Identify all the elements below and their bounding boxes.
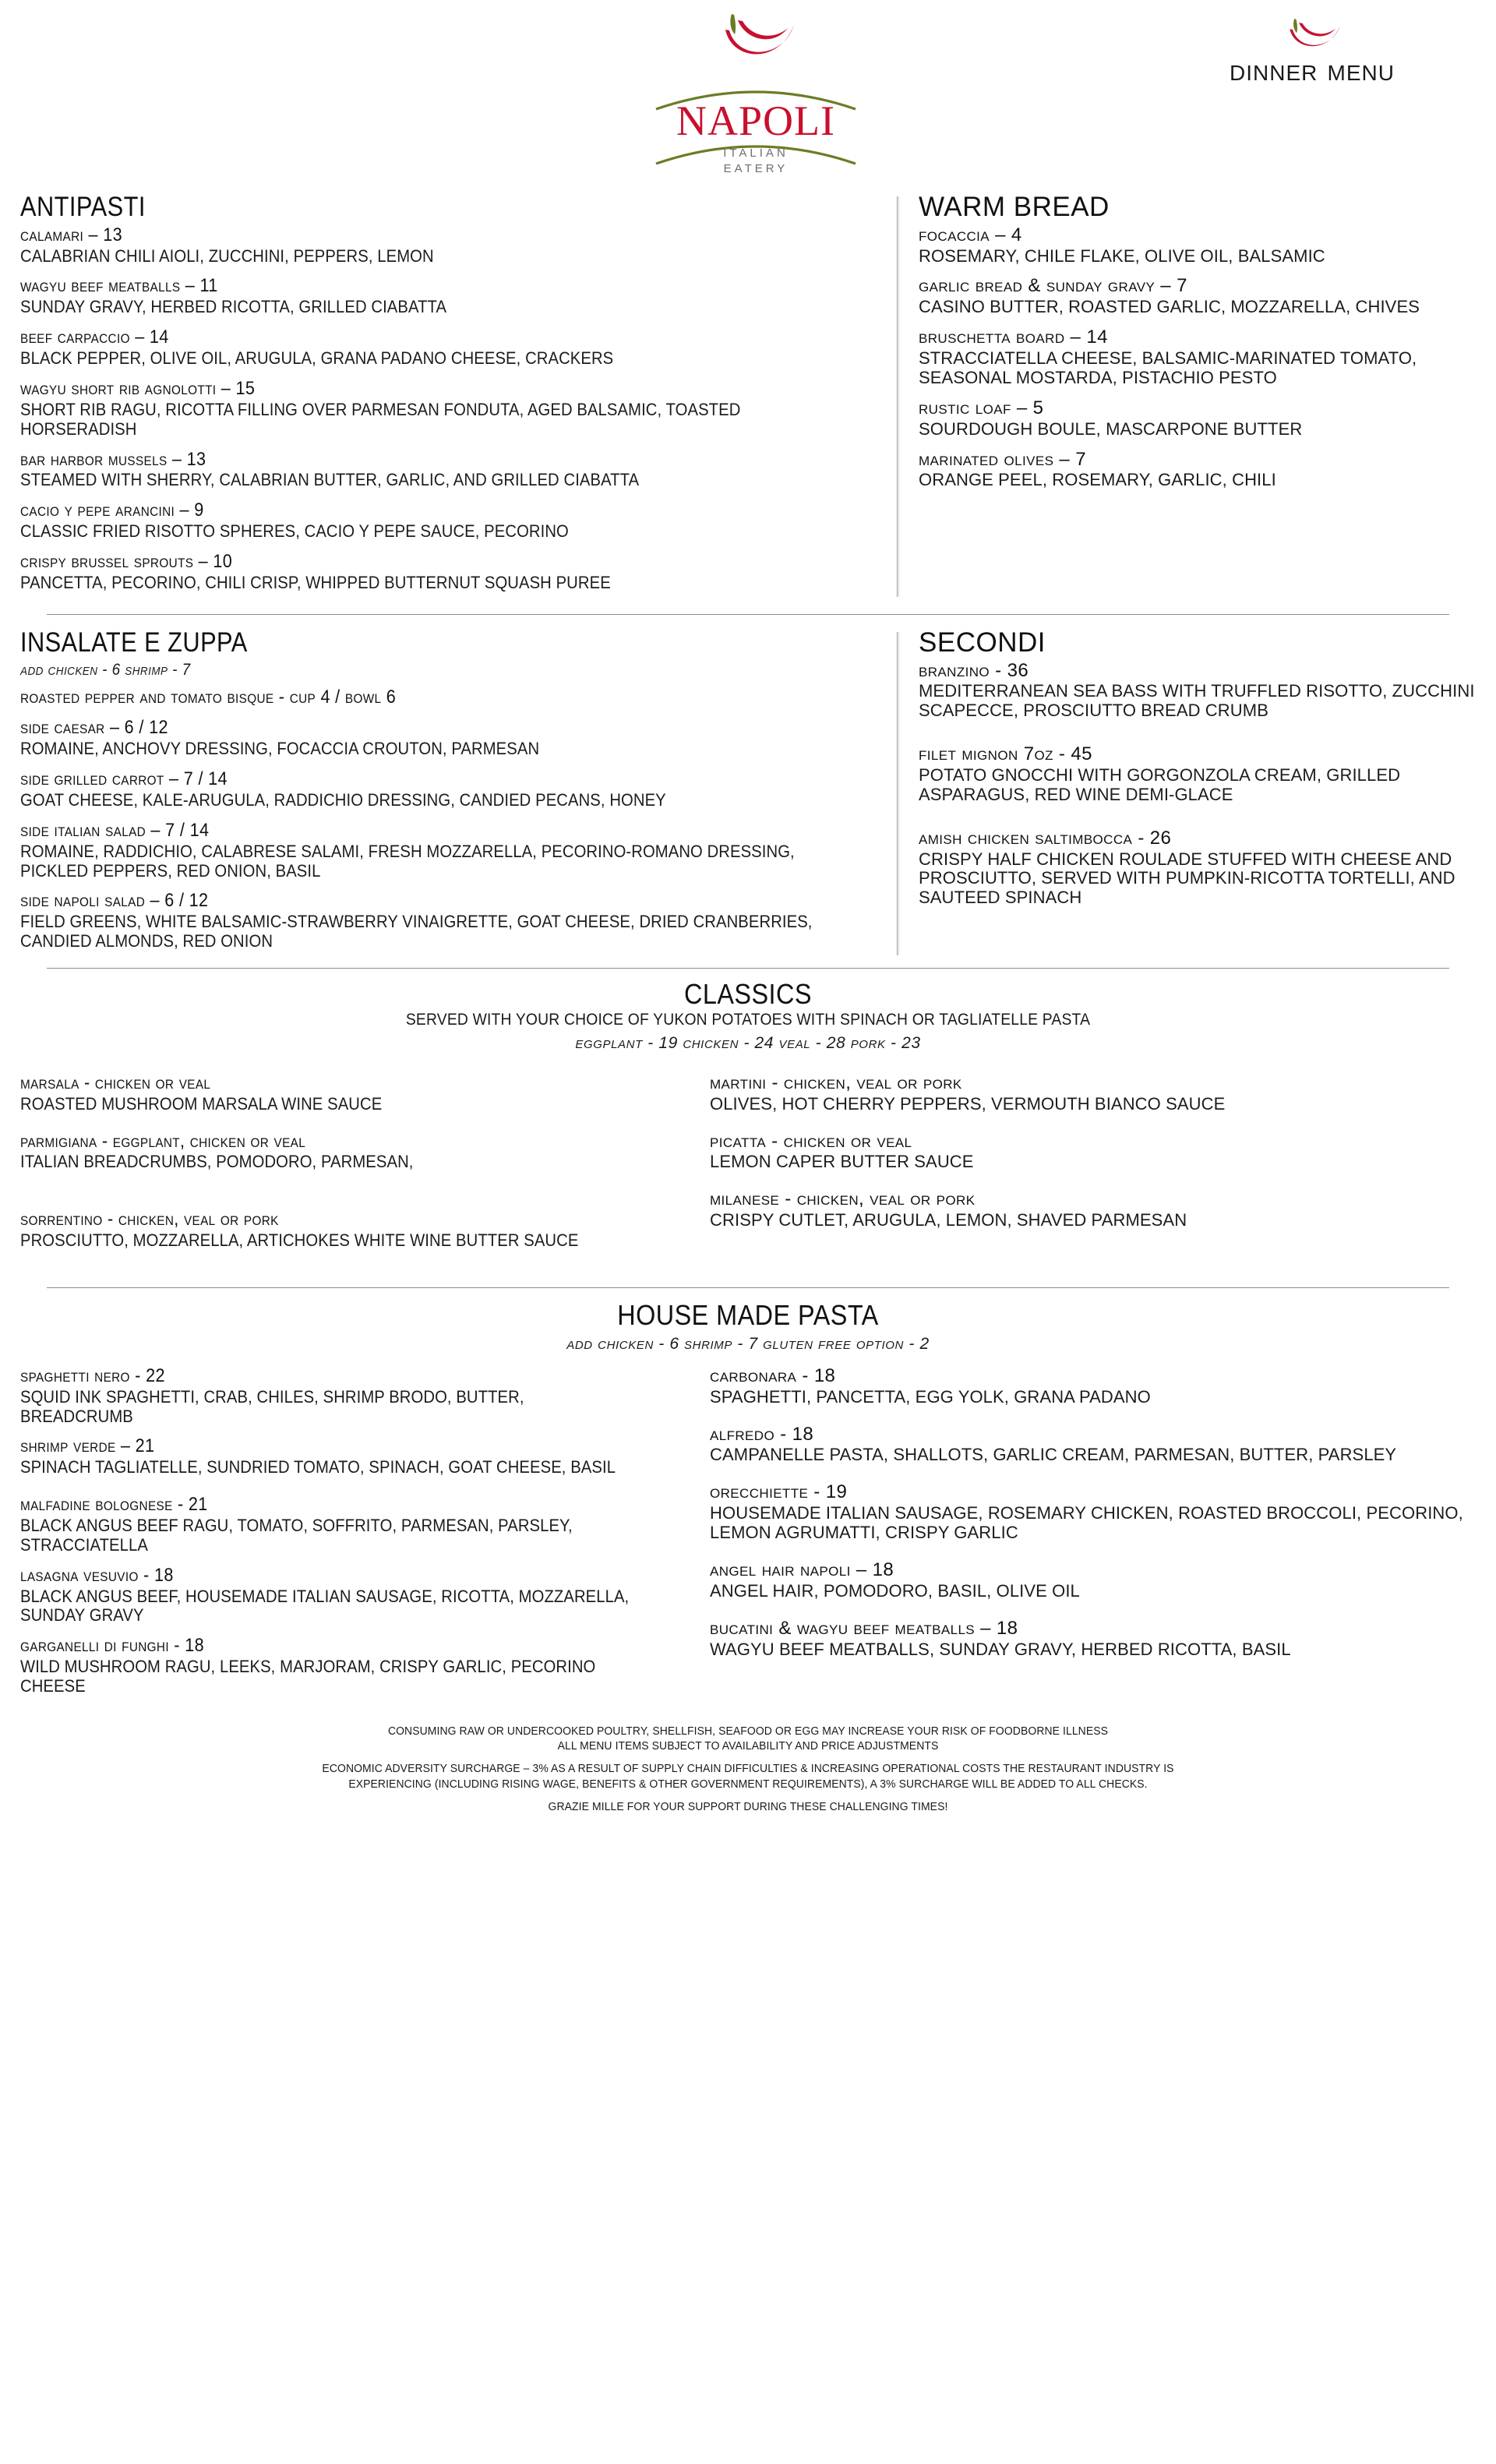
item-description: MEDITERRANEAN SEA BASS WITH TRUFFLED RISOTTO, ZUCCHINI SCAPECCE, PROSCIUTTO BREAD CRUMB [919,681,1475,721]
thank-you-message: GRAZIE MILLE FOR YOUR SUPPORT DURING THESE CHALLENGING TIMES! [548,1799,948,1813]
item-description: CRISPY CUTLET, ARUGULA, LEMON, SHAVED PARMESAN [710,1210,1187,1230]
menu-item [710,1189,1476,1230]
menu-item [20,1073,693,1114]
item-description: CAMPANELLE PASTA, SHALLOTS, GARLIC CREAM, PARMESAN, BUTTER, PARSLEY [710,1445,1397,1465]
menu-item [20,891,883,951]
item-name: bruschetta board – 14 [919,327,1108,348]
classics-left-column [20,1073,710,1261]
item-description: SPINACH TAGLIATELLE, SUNDRIED TOMATO, SPINACH, GOAT CHEESE, BASIL [20,1457,616,1477]
column-divider [897,632,899,955]
section-warm-bread [897,193,1476,603]
brand-tagline-eatery: EATERY [723,162,789,175]
pasta-columns [20,1366,1476,1707]
menu-item [919,828,1476,908]
column-divider [897,196,899,597]
disclaimer-raw-food: CONSUMING RAW OR UNDERCOOKED POULTRY, SHELLFISH, SEAFOOD OR EGG MAY INCREASE YOUR RISK OF FOODBORNE ILLNESS [387,1724,1109,1738]
menu-item [919,744,1476,805]
menu-item [20,1566,693,1626]
item-name: beef carpaccio – 14 [20,327,169,348]
item-name: malfadine bolognese - 21 [20,1494,208,1516]
menu-item [710,1073,1476,1114]
item-name: garlic bread & sunday gravy – 7 [919,275,1187,297]
item-description: ITALIAN BREADCRUMBS, POMODORO, PARMESAN, [20,1152,414,1172]
menu-item [20,1131,693,1173]
section-title-warm-bread: WARM BREAD [919,192,1110,222]
item-name: wagyu short rib agnolotti – 15 [20,377,256,399]
item-name: martini - chicken, veal or pork [710,1071,962,1093]
disclaimer-availability: ALL MENU ITEMS SUBJECT TO AVAILABILITY AND PRICE ADJUSTMENTS [557,1739,939,1753]
menu-item [20,552,883,593]
item-name: carbonara - 18 [710,1364,836,1386]
section-divider [47,614,1449,615]
item-name: wagyu beef meatballs – 11 [20,275,218,297]
chili-pepper-icon [1269,14,1355,51]
item-description: CLASSIC FRIED RISOTTO SPHERES, CACIO Y PEPE SAUCE, PECORINO [20,521,569,542]
item-name: spaghetti nero - 22 [20,1364,165,1386]
menu-item [20,1636,693,1696]
menu-item [710,1424,1476,1466]
item-description: SUNDAY GRAVY, HERBED RICOTTA, GRILLED CIABATTA [20,297,447,317]
item-description: SOURDOUGH BOULE, MASCARPONE BUTTER [919,418,1303,439]
item-name: side caesar – 6 / 12 [20,717,168,739]
menu-item [710,1619,1476,1660]
item-description: CRISPY HALF CHICKEN ROULADE STUFFED WITH CHEESE AND PROSCIUTTO, SERVED WITH PUMPKIN-RICOTTA TORTELLI, AND SAUTEED SPINACH [919,849,1455,908]
menu-header [0,0,1496,193]
item-description: WAGYU BEEF MEATBALLS, SUNDAY GRAVY, HERBED RICOTTA, BASIL [710,1639,1291,1659]
item-description: SQUID INK SPAGHETTI, CRAB, CHILES, SHRIMP BRODO, BUTTER, BREADCRUMB [20,1386,524,1426]
item-description: ROSEMARY, CHILE FLAKE, OLIVE OIL, BALSAMIC [919,245,1325,266]
item-name: crispy brussel sprouts – 10 [20,551,233,573]
item-name: bucatini & wagyu beef meatballs – 18 [710,1617,1018,1639]
section-title-classics: CLASSICS [684,978,812,1011]
item-description: FIELD GREENS, WHITE BALSAMIC-STRAWBERRY VINAIGRETTE, GOAT CHEESE, DRIED CRANBERRIES, CANDIED ALMONDS, RED ONION [20,912,813,951]
item-name: branzino - 36 [919,659,1029,681]
item-description: ROMAINE, RADDICHIO, CALABRESE SALAMI, FRESH MOZZARELLA, PECORINO-ROMANO DRESSING, PICKLED PEPPERS, RED ONION, BASIL [20,841,795,881]
item-description: CALABRIAN CHILI AIOLI, ZUCCHINI, PEPPERS, LEMON [20,245,434,266]
item-description: SPAGHETTI, PANCETTA, EGG YOLK, GRANA PADANO [710,1386,1151,1407]
menu-item [919,450,1476,491]
item-name: garganelli di funghi - 18 [20,1635,204,1657]
section-divider [47,1287,1449,1288]
classics-right-column [710,1073,1476,1261]
menu-item [20,1495,693,1555]
menu-item [20,718,883,759]
section-house-made-pasta [20,1301,1476,1707]
menu-item [20,1366,693,1427]
menu-item [20,276,883,317]
item-description: ORANGE PEEL, ROSEMARY, GARLIC, CHILI [919,470,1276,490]
classics-note: SERVED WITH YOUR CHOICE OF YUKON POTATOES WITH SPINACH OR TAGLIATELLE PASTA [405,1010,1091,1029]
menu-footer-disclaimers [20,1724,1476,1814]
section-antipasti [20,193,897,603]
item-name: shrimp verde – 21 [20,1435,155,1457]
item-description: HOUSEMADE ITALIAN SAUSAGE, ROSEMARY CHICKEN, ROASTED BROCCOLI, PECORINO, LEMON AGRUMATTI, CRISPY GARLIC [710,1503,1463,1543]
item-name: side napoli salad – 6 / 12 [20,890,209,912]
item-name: angel hair napoli – 18 [710,1559,894,1580]
item-name: alfredo - 18 [710,1423,814,1445]
menu-item [919,398,1476,439]
section-title-secondi: SECONDI [919,627,1046,658]
menu-item [710,1366,1476,1407]
item-name: rustic loaf – 5 [919,397,1044,418]
menu-item [20,450,883,491]
brand-name: NAPOLI [676,97,835,144]
section-title-insalate: INSALATE E ZUPPA [20,627,248,658]
item-name: parmigiana - eggplant, chicken or veal [20,1130,306,1152]
menu-item [20,821,883,881]
menu-title-block [1148,14,1476,88]
menu-item [919,225,1476,267]
item-name: bar harbor mussels – 13 [20,448,206,470]
section-addons-insalate: add chicken - 6 shrimp - 7 [20,660,191,679]
page-title: dinner menu [1230,53,1395,87]
menu-item [710,1482,1476,1543]
disclaimer-surcharge-line1: ECONOMIC ADVERSITY SURCHARGE – 3% AS A RESULT OF SUPPLY CHAIN DIFFICULTIES & INCREASING OPERATIONAL COSTS THE RESTAURANT INDUSTRY IS [322,1762,1174,1776]
item-description: POTATO GNOCCHI WITH GORGONZOLA CREAM, GRILLED ASPARAGUS, RED WINE DEMI-GLACE [919,764,1401,804]
disclaimer-surcharge-line2: EXPERIENCING (INCLUDING RISING WAGE, BENEFITS & OTHER GOVERNMENT REQUIREMENTS), A 3% SURCHARGE WILL BE ADDED TO ALL CHECKS. [348,1777,1148,1791]
section-secondi [897,629,1476,962]
item-description: OLIVES, HOT CHERRY PEPPERS, VERMOUTH BIANCO SAUCE [710,1093,1226,1114]
item-name: filet mignon 7oz - 45 [919,743,1092,765]
band-antipasti-warmbread [20,193,1476,603]
section-title-antipasti: ANTIPASTI [20,192,146,222]
item-description: ROASTED MUSHROOM MARSALA WINE SAUCE [20,1093,383,1114]
item-description: BLACK ANGUS BEEF RAGU, TOMATO, SOFFRITO, PARMESAN, PARSLEY, STRACCIATELLA [20,1516,573,1555]
item-name: milanese - chicken, veal or pork [710,1188,976,1210]
classics-columns [20,1073,1476,1261]
item-description: PANCETTA, PECORINO, CHILI CRISP, WHIPPED BUTTERNUT SQUASH PUREE [20,572,611,592]
item-name: cacio y pepe arancini – 9 [20,500,204,521]
pasta-right-column [710,1366,1476,1707]
brand-logo [647,6,865,181]
item-name: calamari – 13 [20,224,122,245]
item-description: BLACK PEPPER, OLIVE OIL, ARUGULA, GRANA PADANO CHEESE, CRACKERS [20,348,614,369]
chili-pepper-icon [697,6,814,84]
menu-item [919,661,1476,722]
item-name: roasted pepper and tomato bisque - cup 4 / bowl 6 [20,686,397,708]
section-insalate-e-zuppa [20,629,897,962]
menu-item [919,276,1476,317]
menu-item [20,327,883,369]
pasta-addons: add chicken - 6 shrimp - 7 gluten free option - 2 [566,1334,930,1353]
menu-item [20,687,883,708]
item-description: STEAMED WITH SHERRY, CALABRIAN BUTTER, GARLIC, AND GRILLED CIABATTA [20,470,640,490]
item-name: marinated olives – 7 [919,448,1086,470]
section-classics [20,980,1476,1261]
item-description: ROMAINE, ANCHOVY DRESSING, FOCACCIA CROUTON, PARMESAN [20,739,540,759]
item-name: side grilled carrot – 7 / 14 [20,768,228,790]
item-description: PROSCIUTTO, MOZZARELLA, ARTICHOKES WHITE WINE BUTTER SAUCE [20,1230,579,1251]
band-insalate-secondi [20,629,1476,962]
item-name: marsala - chicken or veal [20,1071,211,1093]
menu-item [20,1209,693,1251]
item-name: picatta - chicken or veal [710,1130,912,1152]
item-name: orecchiette - 19 [710,1481,848,1503]
item-description: LEMON CAPER BUTTER SAUCE [710,1152,974,1172]
menu-item [710,1560,1476,1601]
item-name: focaccia – 4 [919,224,1022,245]
section-title-pasta: HOUSE MADE PASTA [617,1299,879,1332]
pasta-left-column [20,1366,710,1707]
item-name: lasagna vesuvio - 18 [20,1564,174,1586]
menu-item [20,225,883,267]
item-name: amish chicken saltimbocca - 26 [919,827,1172,849]
menu-item [20,379,883,439]
menu-item [919,327,1476,388]
item-name: sorrentino - chicken, veal or pork [20,1209,279,1230]
classics-prices: eggplant - 19 chicken - 24 veal - 28 pork - 23 [575,1033,921,1052]
item-description: SHORT RIB RAGU, RICOTTA FILLING OVER PARMESAN FONDUTA, AGED BALSAMIC, TOASTED HORSERADISH [20,399,741,439]
brand-tagline-italian: ITALIAN [723,146,789,160]
item-description: CASINO BUTTER, ROASTED GARLIC, MOZZARELLA, CHIVES [919,297,1420,317]
item-description: WILD MUSHROOM RAGU, LEEKS, MARJORAM, CRISPY GARLIC, PECORINO CHEESE [20,1657,596,1696]
menu-item [20,500,883,542]
menu-item [20,769,883,810]
item-description: ANGEL HAIR, POMODORO, BASIL, OLIVE OIL [710,1580,1080,1601]
section-divider [47,968,1449,969]
item-description: STRACCIATELLA CHEESE, BALSAMIC-MARINATED TOMATO, SEASONAL MOSTARDA, PISTACHIO PESTO [919,348,1417,387]
menu-item [20,1436,693,1477]
item-description: GOAT CHEESE, KALE-ARUGULA, RADDICHIO DRESSING, CANDIED PECANS, HONEY [20,789,666,810]
item-name: side italian salad – 7 / 14 [20,819,210,841]
menu-item [710,1131,1476,1173]
item-description: BLACK ANGUS BEEF, HOUSEMADE ITALIAN SAUSAGE, RICOTTA, MOZZARELLA, SUNDAY GRAVY [20,1586,630,1626]
